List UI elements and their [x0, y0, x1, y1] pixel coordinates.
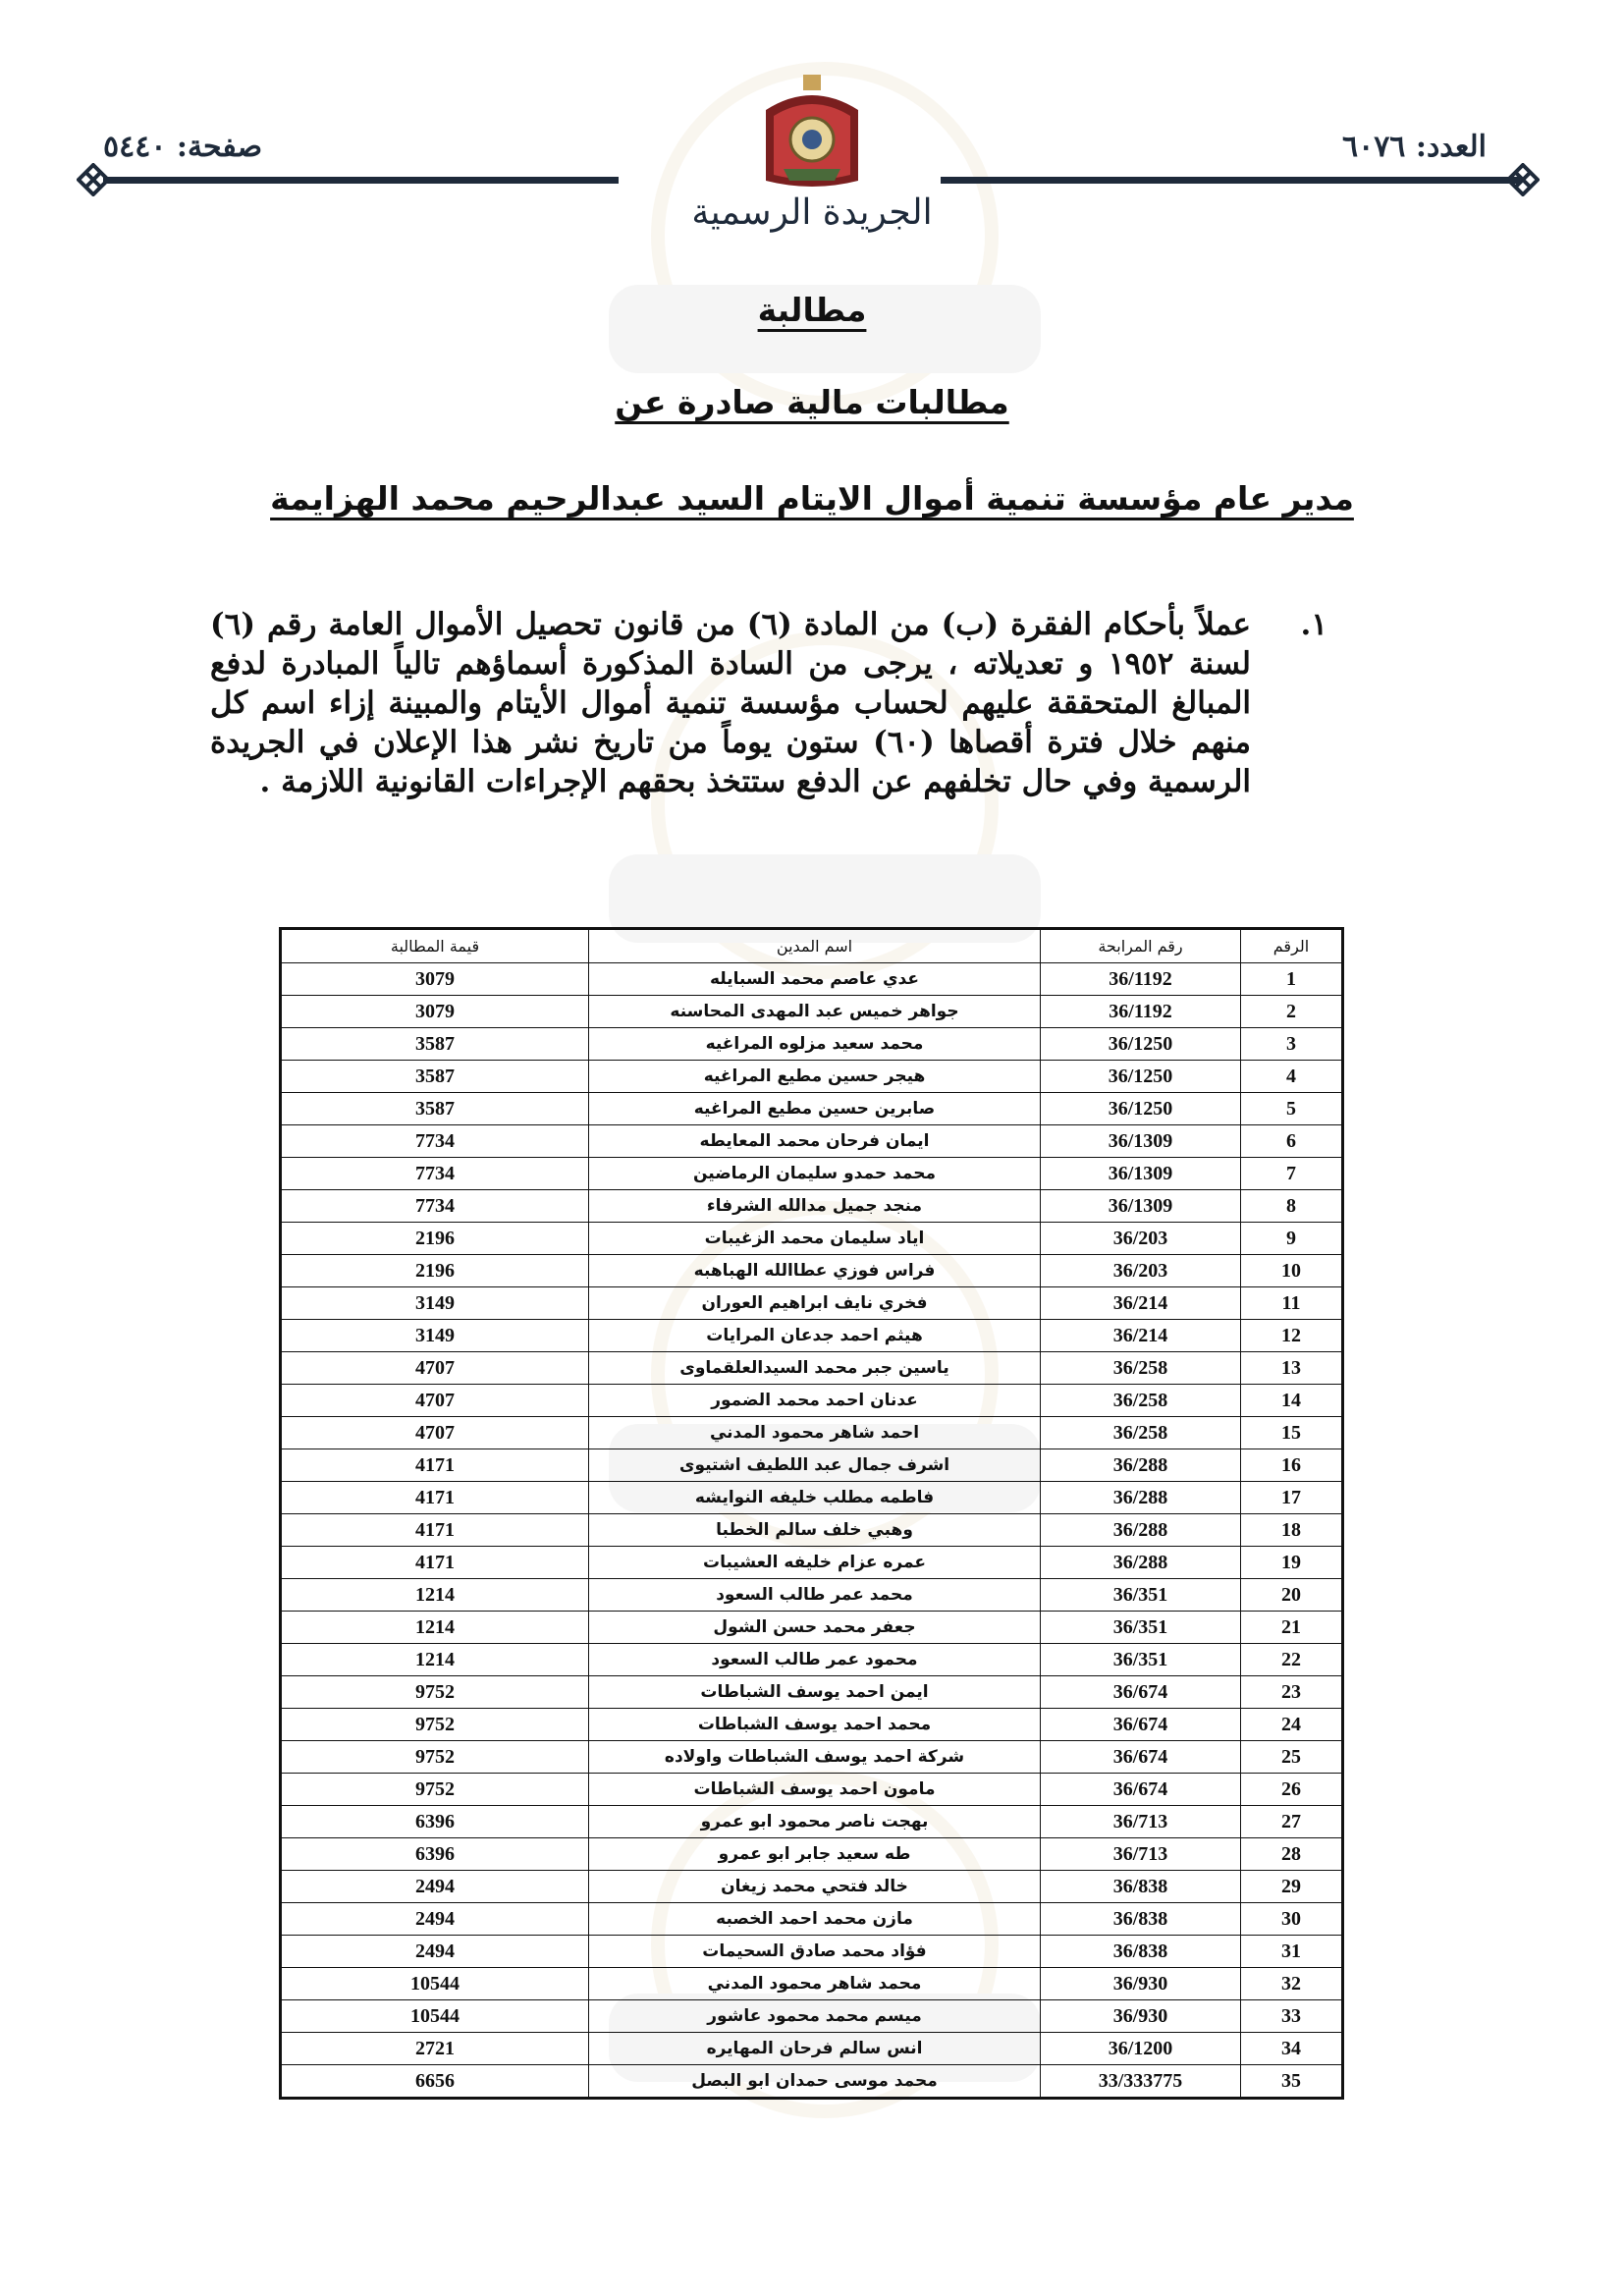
cell-name: شركة احمد يوسف الشباطات واولاده [589, 1741, 1041, 1774]
header-rule-right [941, 177, 1520, 184]
table-row [281, 1028, 1343, 1061]
cell-num: 33 [1241, 2000, 1343, 2033]
table-row [281, 1223, 1343, 1255]
cell-num: 9 [1241, 1223, 1343, 1255]
cell-ref: 36/674 [1041, 1741, 1241, 1774]
table-row [281, 1320, 1343, 1352]
table-row [281, 1838, 1343, 1871]
table-row [281, 1612, 1343, 1644]
cell-ref: 36/351 [1041, 1579, 1241, 1612]
cell-num: 14 [1241, 1385, 1343, 1417]
cell-value: 4707 [281, 1417, 589, 1449]
cell-value: 9752 [281, 1774, 589, 1806]
cell-value: 3079 [281, 963, 589, 996]
cell-num: 8 [1241, 1190, 1343, 1223]
cell-name: بهجت ناصر محمود ابو عمرو [589, 1806, 1041, 1838]
table-row [281, 1514, 1343, 1547]
cell-name: احمد شاهر محمود المدني [589, 1417, 1041, 1449]
cell-ref: 36/288 [1041, 1482, 1241, 1514]
table-row [281, 1871, 1343, 1903]
cell-name: خالد فتحي محمد زيغان [589, 1871, 1041, 1903]
cell-num: 26 [1241, 1774, 1343, 1806]
cell-ref: 36/713 [1041, 1838, 1241, 1871]
table-row [281, 1806, 1343, 1838]
cell-ref: 36/214 [1041, 1320, 1241, 1352]
cell-ref: 36/1309 [1041, 1158, 1241, 1190]
claims-table [279, 927, 1344, 2100]
cell-num: 1 [1241, 963, 1343, 996]
cell-num: 22 [1241, 1644, 1343, 1676]
cell-value: 2494 [281, 1871, 589, 1903]
table-header-row [281, 929, 1343, 963]
cell-name: فراس فوزي عطاالله الهباهبه [589, 1255, 1041, 1287]
cell-name: ايمان فرحان محمد المعايطه [589, 1125, 1041, 1158]
cell-num: 4 [1241, 1061, 1343, 1093]
cell-value: 1214 [281, 1612, 589, 1644]
cell-ref: 36/288 [1041, 1547, 1241, 1579]
cell-num: 24 [1241, 1709, 1343, 1741]
cell-name: منجد جميل مدالله الشرفاء [589, 1190, 1041, 1223]
cell-ref: 36/1250 [1041, 1028, 1241, 1061]
claims-table-container [279, 927, 1341, 2100]
cell-num: 15 [1241, 1417, 1343, 1449]
cell-ref: 36/288 [1041, 1514, 1241, 1547]
cell-num: 29 [1241, 1871, 1343, 1903]
cell-num: 31 [1241, 1936, 1343, 1968]
table-row [281, 1093, 1343, 1125]
cell-ref: 36/1309 [1041, 1125, 1241, 1158]
table-row [281, 1158, 1343, 1190]
cell-value: 4707 [281, 1385, 589, 1417]
table-row [281, 1968, 1343, 2000]
table-row [281, 1579, 1343, 1612]
clause-number: ١. [1300, 607, 1327, 642]
cell-value: 1214 [281, 1579, 589, 1612]
cell-value: 10544 [281, 2000, 589, 2033]
table-row [281, 1709, 1343, 1741]
table-row [281, 1936, 1343, 1968]
cell-name: عدنان احمد محمد الضمور [589, 1385, 1041, 1417]
cell-num: 25 [1241, 1741, 1343, 1774]
cell-num: 5 [1241, 1093, 1343, 1125]
cell-value: 2196 [281, 1255, 589, 1287]
knot-ornament-icon [77, 163, 110, 196]
cell-name: محمد شاهر محمود المدني [589, 1968, 1041, 2000]
notice-body: عملاً بأحكام الفقرة (ب) من المادة (٦) من قانون تحصيل الأموال العامة رقم (٦) لسنة ١٩٥٢ و تعديلاته ، يرجى من السادة المذكورة أسماؤهم تالياً المبادرة لدفع المبالغ المتحققة عليهم لحساب مؤسسة تنمية أموال الأيتام والمبينة إزاء اسم كل منهم خلال فترة أقصاها (٦٠) ستون يوماً من تاريخ نشر هذا الإعلان في الجريدة الرسمية وفي حال تخلفهم عن الدفع ستتخذ بحقهم الإجراءات القانونية اللازمة . [210, 607, 1251, 799]
table-row [281, 1547, 1343, 1579]
cell-num: 6 [1241, 1125, 1343, 1158]
cell-name: فخري نايف ابراهيم العوران [589, 1287, 1041, 1320]
cell-num: 16 [1241, 1449, 1343, 1482]
cell-num: 17 [1241, 1482, 1343, 1514]
cell-ref: 36/930 [1041, 2000, 1241, 2033]
table-row [281, 1676, 1343, 1709]
table-row [281, 1644, 1343, 1676]
cell-name: اياد سليمان محمد الزغيبات [589, 1223, 1041, 1255]
table-row [281, 1903, 1343, 1936]
cell-value: 3149 [281, 1320, 589, 1352]
table-row [281, 1352, 1343, 1385]
cell-name: جواهر خميس عبد المهدى المحاسنه [589, 996, 1041, 1028]
issue-number: العدد: ٦٠٧٦ [1341, 130, 1487, 164]
cell-num: 3 [1241, 1028, 1343, 1061]
header-value: قيمة المطالبة [281, 929, 589, 963]
cell-ref: 36/674 [1041, 1676, 1241, 1709]
cell-value: 7734 [281, 1190, 589, 1223]
cell-ref: 36/203 [1041, 1255, 1241, 1287]
cell-num: 34 [1241, 2033, 1343, 2065]
cell-ref: 36/214 [1041, 1287, 1241, 1320]
cell-value: 3587 [281, 1028, 589, 1061]
header-name: اسم المدين [589, 929, 1041, 963]
gazette-name: الجريدة الرسمية [691, 192, 933, 233]
cell-ref: 33/333775 [1041, 2065, 1241, 2099]
cell-name: ياسين جبر محمد السيدالعلقماوى [589, 1352, 1041, 1385]
header-ref: رقم المرابحة [1041, 929, 1241, 963]
cell-ref: 36/1250 [1041, 1061, 1241, 1093]
table-row [281, 1774, 1343, 1806]
cell-value: 2721 [281, 2033, 589, 2065]
cell-ref: 36/1250 [1041, 1093, 1241, 1125]
cell-name: طه سعيد جابر ابو عمرو [589, 1838, 1041, 1871]
cell-name: صابرين حسين مطيع المراغيه [589, 1093, 1041, 1125]
cell-num: 19 [1241, 1547, 1343, 1579]
cell-ref: 36/713 [1041, 1806, 1241, 1838]
table-row [281, 1417, 1343, 1449]
cell-value: 3149 [281, 1287, 589, 1320]
cell-name: محمد حمدو سليمان الرماضين [589, 1158, 1041, 1190]
cell-num: 20 [1241, 1579, 1343, 1612]
cell-ref: 36/288 [1041, 1449, 1241, 1482]
table-row [281, 1125, 1343, 1158]
cell-ref: 36/203 [1041, 1223, 1241, 1255]
table-row [281, 1482, 1343, 1514]
cell-name: هيجر حسين مطيع المراغيه [589, 1061, 1041, 1093]
table-row [281, 996, 1343, 1028]
cell-value: 4171 [281, 1547, 589, 1579]
cell-num: 13 [1241, 1352, 1343, 1385]
table-row [281, 1741, 1343, 1774]
cell-value: 3587 [281, 1061, 589, 1093]
cell-value: 9752 [281, 1676, 589, 1709]
cell-name: فؤاد محمد صادق السحيمات [589, 1936, 1041, 1968]
cell-ref: 36/1309 [1041, 1190, 1241, 1223]
table-row [281, 1449, 1343, 1482]
cell-ref: 36/1200 [1041, 2033, 1241, 2065]
page-number: صفحة: ٥٤٤٠ [103, 130, 263, 164]
table-row [281, 963, 1343, 996]
cell-ref: 36/258 [1041, 1385, 1241, 1417]
cell-ref: 36/838 [1041, 1903, 1241, 1936]
cell-num: 23 [1241, 1676, 1343, 1709]
cell-name: ايمن احمد يوسف الشباطات [589, 1676, 1041, 1709]
table-row [281, 1287, 1343, 1320]
cell-name: محمد عمر طالب السعود [589, 1579, 1041, 1612]
cell-name: مامون احمد يوسف الشباطات [589, 1774, 1041, 1806]
cell-value: 3587 [281, 1093, 589, 1125]
knot-ornament-icon [1506, 163, 1540, 196]
cell-value: 7734 [281, 1125, 589, 1158]
cell-ref: 36/258 [1041, 1417, 1241, 1449]
table-row [281, 1061, 1343, 1093]
cell-name: جعفر محمد حسن الشول [589, 1612, 1041, 1644]
cell-num: 18 [1241, 1514, 1343, 1547]
cell-value: 6396 [281, 1838, 589, 1871]
cell-value: 2494 [281, 1903, 589, 1936]
cell-value: 9752 [281, 1741, 589, 1774]
cell-value: 2196 [281, 1223, 589, 1255]
cell-num: 10 [1241, 1255, 1343, 1287]
cell-num: 21 [1241, 1612, 1343, 1644]
notice-subtitle: مطالبات مالية صادرة عن [615, 383, 1009, 421]
cell-ref: 36/674 [1041, 1774, 1241, 1806]
table-row [281, 1255, 1343, 1287]
cell-name: هيثم احمد جدعان المرايات [589, 1320, 1041, 1352]
cell-ref: 36/838 [1041, 1936, 1241, 1968]
cell-ref: 36/1192 [1041, 996, 1241, 1028]
notice-title: مطالبة [757, 291, 867, 329]
cell-value: 2494 [281, 1936, 589, 1968]
table-row [281, 2065, 1343, 2099]
cell-name: مازن محمد احمد الخصبه [589, 1903, 1041, 1936]
cell-name: عدي عاصم محمد السبايله [589, 963, 1041, 996]
cell-num: 30 [1241, 1903, 1343, 1936]
cell-name: فاطمه مطلب خليفه النوايشه [589, 1482, 1041, 1514]
cell-num: 32 [1241, 1968, 1343, 2000]
table-row [281, 2033, 1343, 2065]
cell-name: وهبي خلف سالم الخطبا [589, 1514, 1041, 1547]
cell-ref: 36/1192 [1041, 963, 1241, 996]
cell-num: 35 [1241, 2065, 1343, 2099]
cell-num: 12 [1241, 1320, 1343, 1352]
cell-value: 4171 [281, 1514, 589, 1547]
cell-num: 28 [1241, 1838, 1343, 1871]
cell-name: محمد موسى حمدان ابو البصل [589, 2065, 1041, 2099]
cell-ref: 36/351 [1041, 1644, 1241, 1676]
cell-ref: 36/838 [1041, 1871, 1241, 1903]
cell-num: 11 [1241, 1287, 1343, 1320]
cell-num: 27 [1241, 1806, 1343, 1838]
cell-value: 1214 [281, 1644, 589, 1676]
coat-of-arms-icon [754, 71, 870, 192]
cell-value: 9752 [281, 1709, 589, 1741]
cell-value: 7734 [281, 1158, 589, 1190]
cell-value: 6656 [281, 2065, 589, 2099]
cell-ref: 36/674 [1041, 1709, 1241, 1741]
cell-value: 10544 [281, 1968, 589, 2000]
table-row [281, 1190, 1343, 1223]
table-row [281, 2000, 1343, 2033]
cell-name: عمره عزام خليفه العشيبات [589, 1547, 1041, 1579]
header-rule-left [103, 177, 619, 184]
cell-value: 4707 [281, 1352, 589, 1385]
table-row [281, 1385, 1343, 1417]
cell-value: 4171 [281, 1482, 589, 1514]
cell-value: 4171 [281, 1449, 589, 1482]
cell-name: محمود عمر طالب السعود [589, 1644, 1041, 1676]
table-body [281, 963, 1343, 2099]
cell-name: ميسم محمد محمود عاشور [589, 2000, 1041, 2033]
cell-ref: 36/930 [1041, 1968, 1241, 2000]
cell-name: اشرف جمال عبد اللطيف اشتيوى [589, 1449, 1041, 1482]
cell-name: محمد احمد يوسف الشباطات [589, 1709, 1041, 1741]
cell-value: 3079 [281, 996, 589, 1028]
cell-name: محمد سعيد مزلوه المراغيه [589, 1028, 1041, 1061]
cell-ref: 36/258 [1041, 1352, 1241, 1385]
cell-num: 2 [1241, 996, 1343, 1028]
cell-name: انس سالم فرحان المهايره [589, 2033, 1041, 2065]
header-num: الرقم [1241, 929, 1343, 963]
cell-value: 6396 [281, 1806, 589, 1838]
cell-ref: 36/351 [1041, 1612, 1241, 1644]
cell-num: 7 [1241, 1158, 1343, 1190]
issuer-title: مدير عام مؤسسة تنمية أموال الايتام السيد عبدالرحيم محمد الهزايمة [270, 479, 1354, 518]
